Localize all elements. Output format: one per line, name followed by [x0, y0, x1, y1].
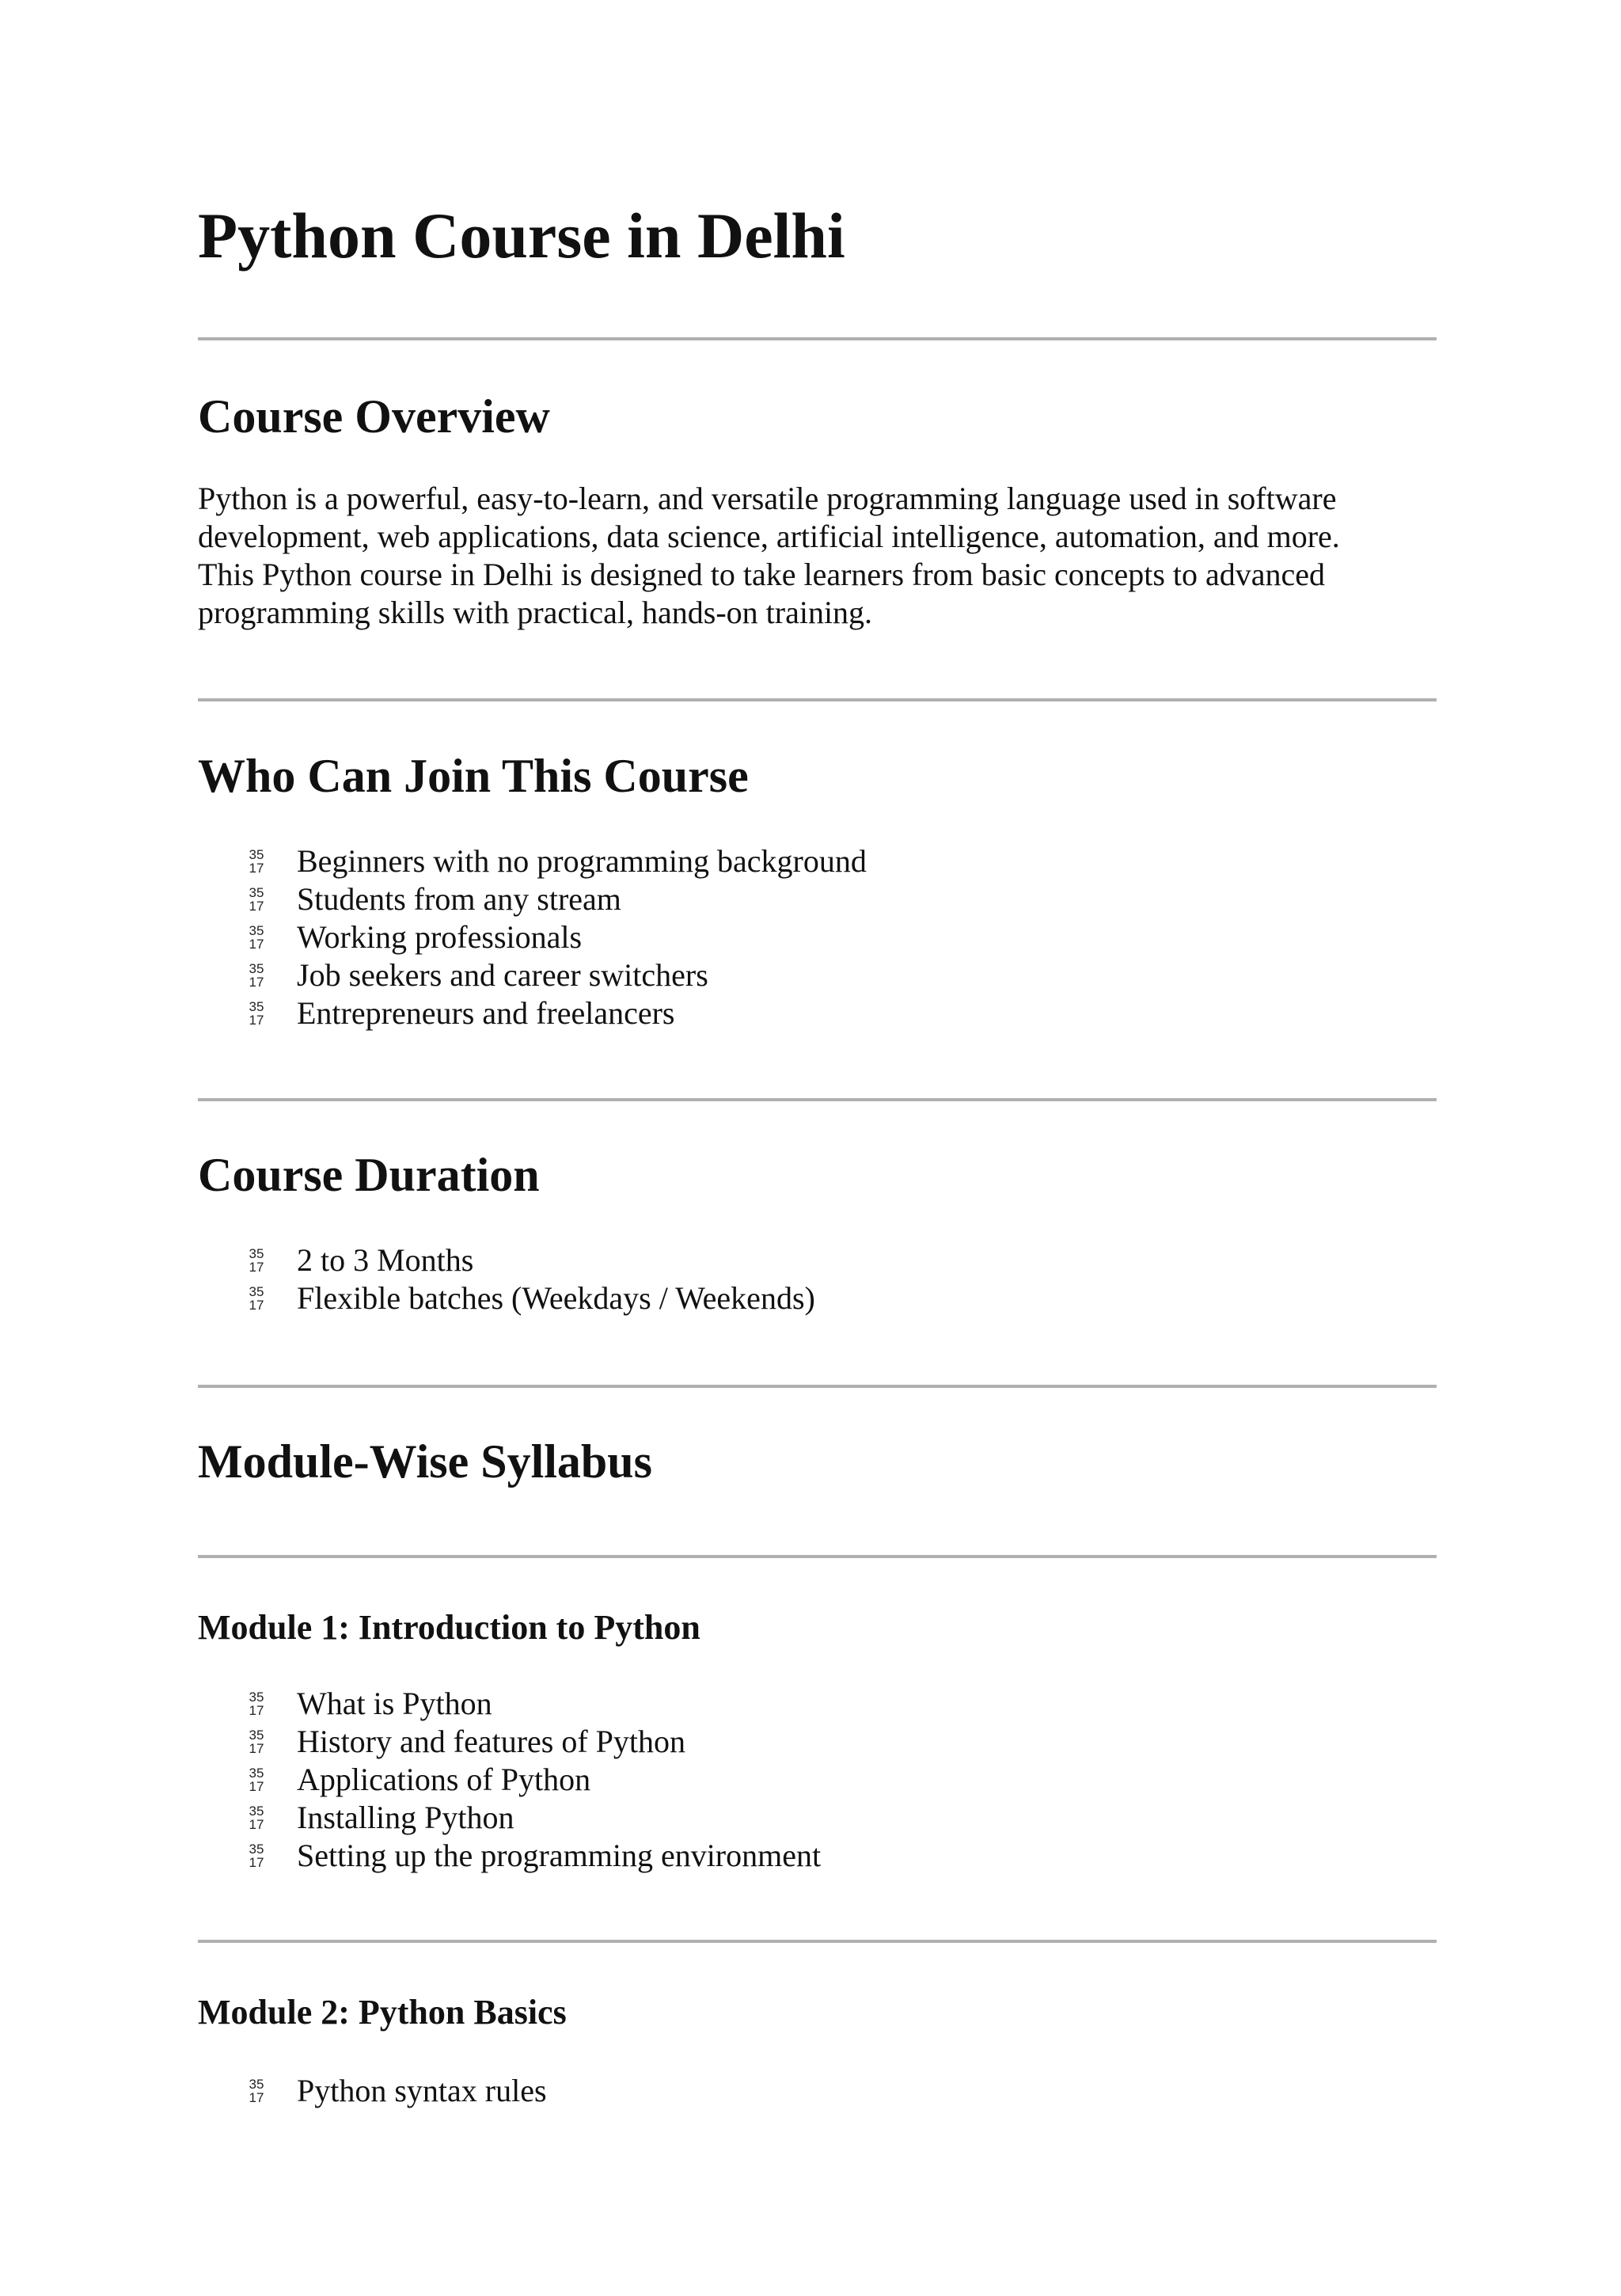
bullet-glyph-bottom: 17 — [249, 1013, 264, 1028]
paragraph-line: This Python course in Delhi is designed to take learners from basic concepts to advanced — [198, 557, 1326, 592]
bullet-glyph-top: 35 — [249, 1842, 264, 1857]
bullet-glyph-top: 35 — [249, 923, 264, 938]
bullet-icon — [247, 1000, 266, 1027]
bullet-glyph-bottom: 17 — [249, 937, 264, 952]
section-divider — [198, 1098, 1437, 1101]
module-heading-1: Module 1: Introduction to Python — [198, 1608, 700, 1647]
list-item-text: Entrepreneurs and freelancers — [297, 995, 675, 1031]
bullet-glyph-top: 35 — [249, 847, 264, 862]
list-item-text: What is Python — [297, 1686, 492, 1721]
bullet-glyph-top: 35 — [249, 961, 264, 976]
section-divider — [198, 1555, 1437, 1558]
list-item-text: Setting up the programming environment — [297, 1838, 822, 1873]
bullet-glyph-bottom: 17 — [249, 975, 264, 990]
bullet-icon — [247, 1804, 266, 1831]
list-item-text: Working professionals — [297, 919, 583, 955]
bullet-glyph-top: 35 — [249, 885, 264, 900]
list-item-text: Python syntax rules — [297, 2073, 547, 2108]
bullet-glyph-bottom: 17 — [249, 1855, 264, 1870]
section-heading-overview: Course Overview — [198, 390, 550, 443]
list-item-text: 2 to 3 Months — [297, 1242, 474, 1278]
bullet-glyph-top: 35 — [249, 2077, 264, 2092]
bullet-glyph-bottom: 17 — [249, 2090, 264, 2105]
bullet-glyph-top: 35 — [249, 1728, 264, 1743]
paragraph-line: programming skills with practical, hands-on training. — [198, 595, 873, 630]
list-item-text: Applications of Python — [297, 1762, 591, 1797]
bullet-icon — [247, 1285, 266, 1312]
bullet-icon — [247, 2077, 266, 2104]
bullet-icon — [247, 1728, 266, 1755]
section-heading-duration: Course Duration — [198, 1149, 540, 1201]
section-heading-syllabus: Module-Wise Syllabus — [198, 1435, 653, 1488]
bullet-icon — [247, 886, 266, 913]
bullet-glyph-bottom: 17 — [249, 1703, 264, 1718]
overview-paragraph — [198, 480, 1437, 632]
bullet-glyph-top: 35 — [249, 1246, 264, 1261]
section-divider — [198, 337, 1437, 340]
page-title: Python Course in Delhi — [198, 200, 845, 272]
bullet-glyph-bottom: 17 — [249, 1260, 264, 1275]
bullet-glyph-bottom: 17 — [249, 1741, 264, 1756]
bullet-icon — [247, 848, 266, 875]
paragraph-line: Python is a powerful, easy-to-learn, and versatile programming language used in software — [198, 481, 1337, 516]
bullet-glyph-top: 35 — [249, 1690, 264, 1705]
bullet-icon — [247, 1842, 266, 1869]
bullet-glyph-bottom: 17 — [249, 861, 264, 876]
bullet-icon — [247, 962, 266, 989]
list-item-text: Job seekers and career switchers — [297, 957, 708, 993]
bullet-glyph-bottom: 17 — [249, 899, 264, 914]
section-divider — [198, 1940, 1437, 1943]
bullet-glyph-bottom: 17 — [249, 1298, 264, 1313]
bullet-icon — [247, 924, 266, 951]
bullet-glyph-top: 35 — [249, 1284, 264, 1299]
list-item-text: Installing Python — [297, 1800, 514, 1835]
list-item-text: History and features of Python — [297, 1724, 686, 1759]
section-divider — [198, 698, 1437, 701]
bullet-glyph-top: 35 — [249, 1766, 264, 1781]
bullet-glyph-bottom: 17 — [249, 1779, 264, 1794]
paragraph-line: development, web applications, data science, artificial intelligence, automation, and more. — [198, 519, 1340, 554]
list-item-text: Flexible batches (Weekdays / Weekends) — [297, 1280, 815, 1316]
module-heading-2: Module 2: Python Basics — [198, 1993, 567, 2032]
section-heading-audience: Who Can Join This Course — [198, 750, 749, 802]
bullet-icon — [247, 1690, 266, 1717]
list-item-text: Students from any stream — [297, 881, 621, 917]
bullet-icon — [247, 1766, 266, 1793]
bullet-icon — [247, 1247, 266, 1274]
bullet-glyph-top: 35 — [249, 1804, 264, 1819]
bullet-glyph-bottom: 17 — [249, 1817, 264, 1832]
section-divider — [198, 1385, 1437, 1388]
bullet-glyph-top: 35 — [249, 999, 264, 1014]
list-item-text: Beginners with no programming background — [297, 843, 867, 879]
